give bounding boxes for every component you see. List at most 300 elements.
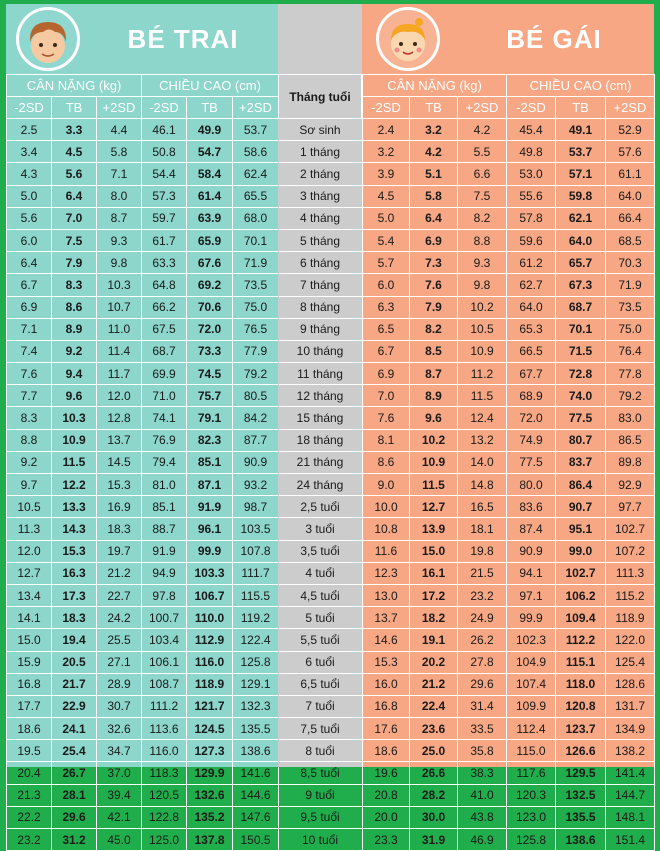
table-cell: 65.7 bbox=[556, 252, 606, 274]
table-cell: 46.9 bbox=[458, 829, 507, 851]
girl-weight-tb: TB bbox=[410, 97, 458, 119]
table-cell: 135.5 bbox=[556, 806, 606, 828]
table-cell: 6.9 bbox=[410, 229, 458, 251]
table-cell: 33.5 bbox=[458, 718, 507, 740]
table-cell: 64.0 bbox=[556, 229, 606, 251]
table-cell: 119.2 bbox=[233, 607, 279, 629]
table-cell: 14.3 bbox=[52, 518, 97, 540]
table-cell: 30.7 bbox=[97, 695, 142, 717]
table-cell: 34.7 bbox=[97, 740, 142, 762]
table-row bbox=[279, 762, 362, 784]
table-cell: 106.2 bbox=[556, 584, 606, 606]
age-cell: 3 tuổi bbox=[279, 518, 362, 540]
table-row bbox=[7, 340, 279, 362]
table-cell: 49.8 bbox=[507, 141, 556, 163]
table-cell: 85.1 bbox=[187, 451, 233, 473]
table-row bbox=[363, 318, 655, 340]
table-row bbox=[7, 385, 279, 407]
table-row bbox=[363, 651, 655, 673]
table-cell: 8.8 bbox=[458, 229, 507, 251]
table-row bbox=[279, 740, 362, 762]
table-cell: 12.2 bbox=[52, 474, 97, 496]
table-cell: 5.0 bbox=[363, 207, 410, 229]
table-cell: 107.2 bbox=[606, 540, 655, 562]
age-header: Tháng tuổi bbox=[279, 75, 362, 119]
table-row bbox=[363, 474, 655, 496]
table-cell: 53.7 bbox=[556, 141, 606, 163]
table-cell: 30.0 bbox=[410, 806, 458, 828]
age-cell: 24 tháng bbox=[279, 474, 362, 496]
table-cell: 5.4 bbox=[363, 229, 410, 251]
table-cell: 68.7 bbox=[142, 340, 187, 362]
table-cell: 3.2 bbox=[363, 141, 410, 163]
table-row bbox=[363, 185, 655, 207]
age-cell: 4 tháng bbox=[279, 207, 362, 229]
table-cell: 103.5 bbox=[233, 518, 279, 540]
table-row bbox=[363, 762, 655, 784]
table-cell: 92.9 bbox=[606, 474, 655, 496]
table-cell: 6.4 bbox=[410, 207, 458, 229]
table-cell: 132.5 bbox=[556, 784, 606, 806]
table-cell: 104.9 bbox=[507, 651, 556, 673]
table-cell: 20.8 bbox=[363, 784, 410, 806]
table-cell: 129.9 bbox=[187, 762, 233, 784]
table-cell: 67.5 bbox=[142, 318, 187, 340]
age-cell: 5,5 tuổi bbox=[279, 629, 362, 651]
table-cell: 137.8 bbox=[187, 829, 233, 851]
age-cell: 3 tháng bbox=[279, 185, 362, 207]
girl-title: BÉ GÁI bbox=[506, 23, 602, 54]
table-cell: 97.1 bbox=[507, 584, 556, 606]
table-row bbox=[7, 562, 279, 584]
table-cell: 59.7 bbox=[142, 207, 187, 229]
age-cell: 7 tháng bbox=[279, 274, 362, 296]
table-cell: 14.1 bbox=[7, 607, 52, 629]
table-cell: 22.2 bbox=[7, 806, 52, 828]
age-cell: 6 tuổi bbox=[279, 651, 362, 673]
age-cell: 10 tuổi bbox=[279, 829, 362, 851]
table-cell: 23.3 bbox=[363, 829, 410, 851]
table-cell: 81.0 bbox=[142, 474, 187, 496]
table-cell: 97.8 bbox=[142, 584, 187, 606]
table-cell: 4.5 bbox=[363, 185, 410, 207]
table-cell: 16.8 bbox=[7, 673, 52, 695]
table-cell: 8.6 bbox=[52, 296, 97, 318]
table-cell: 76.4 bbox=[606, 340, 655, 362]
table-cell: 120.8 bbox=[556, 695, 606, 717]
table-cell: 115.1 bbox=[556, 651, 606, 673]
table-row bbox=[279, 340, 362, 362]
table-cell: 102.7 bbox=[556, 562, 606, 584]
table-row bbox=[279, 829, 362, 851]
table-cell: 5.0 bbox=[7, 185, 52, 207]
table-cell: 53.7 bbox=[233, 119, 279, 141]
table-cell: 43.8 bbox=[458, 806, 507, 828]
table-cell: 10.9 bbox=[458, 340, 507, 362]
table-cell: 49.9 bbox=[187, 119, 233, 141]
table-cell: 11.5 bbox=[458, 385, 507, 407]
table-cell: 16.1 bbox=[410, 562, 458, 584]
table-cell: 13.0 bbox=[363, 584, 410, 606]
table-cell: 13.4 bbox=[7, 584, 52, 606]
table-cell: 148.1 bbox=[606, 806, 655, 828]
table-cell: 28.2 bbox=[410, 784, 458, 806]
table-cell: 66.2 bbox=[142, 296, 187, 318]
table-cell: 102.7 bbox=[606, 518, 655, 540]
girl-face-icon bbox=[379, 10, 437, 68]
table-cell: 111.2 bbox=[142, 695, 187, 717]
table-row bbox=[363, 562, 655, 584]
table-row bbox=[279, 718, 362, 740]
table-row bbox=[279, 385, 362, 407]
table-cell: 64.0 bbox=[507, 296, 556, 318]
table-cell: 77.5 bbox=[556, 407, 606, 429]
table-cell: 2.4 bbox=[363, 119, 410, 141]
table-row bbox=[363, 584, 655, 606]
table-cell: 63.9 bbox=[187, 207, 233, 229]
table-row bbox=[7, 496, 279, 518]
table-row bbox=[363, 119, 655, 141]
table-cell: 12.0 bbox=[7, 540, 52, 562]
table-cell: 88.7 bbox=[142, 518, 187, 540]
table-cell: 8.2 bbox=[410, 318, 458, 340]
table-cell: 57.8 bbox=[507, 207, 556, 229]
table-cell: 100.7 bbox=[142, 607, 187, 629]
table-cell: 5.6 bbox=[7, 207, 52, 229]
table-cell: 12.3 bbox=[363, 562, 410, 584]
boy-weight-tb: TB bbox=[52, 97, 97, 119]
table-cell: 87.4 bbox=[507, 518, 556, 540]
table-row bbox=[7, 829, 279, 851]
table-cell: 4.2 bbox=[410, 141, 458, 163]
table-row bbox=[7, 407, 279, 429]
table-cell: 13.2 bbox=[458, 429, 507, 451]
table-cell: 7.7 bbox=[7, 385, 52, 407]
table-cell: 15.3 bbox=[52, 540, 97, 562]
table-cell: 54.4 bbox=[142, 163, 187, 185]
table-row bbox=[7, 673, 279, 695]
table-row bbox=[7, 695, 279, 717]
girl-height-header: CHIỀU CAO (cm) bbox=[507, 75, 655, 97]
table-cell: 4.5 bbox=[52, 141, 97, 163]
table-row bbox=[7, 207, 279, 229]
table-cell: 15.3 bbox=[97, 474, 142, 496]
table-cell: 75.0 bbox=[606, 318, 655, 340]
table-cell: 89.8 bbox=[606, 451, 655, 473]
table-cell: 122.0 bbox=[606, 629, 655, 651]
table-row bbox=[363, 451, 655, 473]
table-cell: 10.5 bbox=[458, 318, 507, 340]
table-cell: 42.1 bbox=[97, 806, 142, 828]
table-cell: 116.0 bbox=[187, 651, 233, 673]
table-cell: 151.4 bbox=[606, 829, 655, 851]
table-cell: 9.6 bbox=[410, 407, 458, 429]
table-cell: 18.1 bbox=[458, 518, 507, 540]
table-cell: 135.2 bbox=[187, 806, 233, 828]
table-cell: 7.0 bbox=[52, 207, 97, 229]
table-cell: 71.9 bbox=[606, 274, 655, 296]
table-cell: 115.5 bbox=[233, 584, 279, 606]
table-cell: 16.0 bbox=[363, 673, 410, 695]
table-cell: 5.1 bbox=[410, 163, 458, 185]
table-cell: 41.0 bbox=[458, 784, 507, 806]
table-row bbox=[7, 762, 279, 784]
table-cell: 17.3 bbox=[52, 584, 97, 606]
table-cell: 74.9 bbox=[507, 429, 556, 451]
table-cell: 10.9 bbox=[410, 451, 458, 473]
table-row bbox=[363, 496, 655, 518]
table-cell: 8.7 bbox=[97, 207, 142, 229]
table-cell: 65.5 bbox=[233, 185, 279, 207]
table-cell: 19.6 bbox=[363, 762, 410, 784]
table-cell: 82.3 bbox=[187, 429, 233, 451]
girl-height-minus2sd: -2SD bbox=[507, 97, 556, 119]
table-row bbox=[279, 363, 362, 385]
table-cell: 80.0 bbox=[507, 474, 556, 496]
table-row bbox=[7, 784, 279, 806]
table-cell: 63.3 bbox=[142, 252, 187, 274]
table-cell: 7.6 bbox=[7, 363, 52, 385]
table-cell: 83.7 bbox=[556, 451, 606, 473]
table-cell: 124.5 bbox=[187, 718, 233, 740]
table-cell: 85.1 bbox=[142, 496, 187, 518]
table-cell: 10.3 bbox=[97, 274, 142, 296]
table-row bbox=[7, 806, 279, 828]
table-cell: 111.3 bbox=[606, 562, 655, 584]
table-cell: 62.1 bbox=[556, 207, 606, 229]
table-cell: 20.2 bbox=[410, 651, 458, 673]
table-row bbox=[7, 163, 279, 185]
table-row bbox=[363, 163, 655, 185]
table-cell: 29.6 bbox=[52, 806, 97, 828]
table-cell: 3.4 bbox=[7, 141, 52, 163]
table-cell: 79.2 bbox=[606, 385, 655, 407]
table-cell: 68.9 bbox=[507, 385, 556, 407]
table-cell: 138.2 bbox=[606, 740, 655, 762]
table-cell: 16.3 bbox=[52, 562, 97, 584]
table-cell: 122.4 bbox=[233, 629, 279, 651]
table-cell: 62.7 bbox=[507, 274, 556, 296]
table-cell: 58.6 bbox=[233, 141, 279, 163]
table-cell: 108.7 bbox=[142, 673, 187, 695]
table-row bbox=[279, 163, 362, 185]
table-cell: 14.8 bbox=[458, 474, 507, 496]
table-cell: 90.9 bbox=[507, 540, 556, 562]
table-cell: 118.9 bbox=[187, 673, 233, 695]
table-row bbox=[363, 629, 655, 651]
table-cell: 96.1 bbox=[187, 518, 233, 540]
table-cell: 138.6 bbox=[233, 740, 279, 762]
table-row bbox=[279, 141, 362, 163]
table-cell: 22.4 bbox=[410, 695, 458, 717]
table-cell: 13.7 bbox=[97, 429, 142, 451]
table-cell: 73.3 bbox=[187, 340, 233, 362]
table-cell: 99.9 bbox=[507, 607, 556, 629]
table-cell: 6.4 bbox=[7, 252, 52, 274]
table-cell: 6.0 bbox=[7, 229, 52, 251]
table-cell: 80.7 bbox=[556, 429, 606, 451]
age-cell: Sơ sinh bbox=[279, 119, 362, 141]
table-cell: 6.6 bbox=[458, 163, 507, 185]
girl-weight-minus2sd: -2SD bbox=[363, 97, 410, 119]
table-cell: 138.6 bbox=[556, 829, 606, 851]
table-cell: 11.2 bbox=[458, 363, 507, 385]
table-cell: 75.0 bbox=[233, 296, 279, 318]
table-cell: 10.2 bbox=[458, 296, 507, 318]
table-row bbox=[363, 296, 655, 318]
age-cell: 8 tuổi bbox=[279, 740, 362, 762]
table-cell: 106.7 bbox=[187, 584, 233, 606]
table-cell: 26.2 bbox=[458, 629, 507, 651]
table-cell: 126.6 bbox=[556, 740, 606, 762]
table-row bbox=[7, 474, 279, 496]
age-cell: 11 tháng bbox=[279, 363, 362, 385]
table-cell: 71.5 bbox=[556, 340, 606, 362]
table-cell: 23.2 bbox=[7, 829, 52, 851]
table-row bbox=[279, 629, 362, 651]
table-row bbox=[279, 429, 362, 451]
table-cell: 21.3 bbox=[7, 784, 52, 806]
table-cell: 69.2 bbox=[187, 274, 233, 296]
table-cell: 68.7 bbox=[556, 296, 606, 318]
girl-table bbox=[362, 74, 655, 851]
boy-avatar bbox=[16, 7, 80, 71]
table-cell: 17.2 bbox=[410, 584, 458, 606]
table-cell: 49.1 bbox=[556, 119, 606, 141]
table-cell: 61.4 bbox=[187, 185, 233, 207]
table-cell: 8.5 bbox=[410, 340, 458, 362]
table-cell: 70.6 bbox=[187, 296, 233, 318]
table-cell: 5.8 bbox=[97, 141, 142, 163]
table-cell: 73.5 bbox=[233, 274, 279, 296]
table-cell: 93.2 bbox=[233, 474, 279, 496]
table-row bbox=[279, 451, 362, 473]
table-cell: 8.1 bbox=[363, 429, 410, 451]
table-cell: 62.4 bbox=[233, 163, 279, 185]
table-cell: 3.9 bbox=[363, 163, 410, 185]
table-cell: 55.6 bbox=[507, 185, 556, 207]
table-cell: 59.8 bbox=[556, 185, 606, 207]
table-cell: 71.0 bbox=[142, 385, 187, 407]
table-row bbox=[363, 806, 655, 828]
table-cell: 17.6 bbox=[363, 718, 410, 740]
age-cell: 12 tháng bbox=[279, 385, 362, 407]
table-row bbox=[279, 274, 362, 296]
girl-height-tb: TB bbox=[556, 97, 606, 119]
table-row bbox=[363, 340, 655, 362]
table-cell: 57.1 bbox=[556, 163, 606, 185]
table-cell: 125.4 bbox=[606, 651, 655, 673]
table-cell: 28.9 bbox=[97, 673, 142, 695]
table-cell: 16.9 bbox=[97, 496, 142, 518]
table-row bbox=[279, 119, 362, 141]
table-row bbox=[7, 540, 279, 562]
table-row bbox=[279, 229, 362, 251]
table-row bbox=[7, 318, 279, 340]
table-cell: 97.7 bbox=[606, 496, 655, 518]
table-cell: 121.7 bbox=[187, 695, 233, 717]
table-cell: 111.7 bbox=[233, 562, 279, 584]
table-cell: 84.2 bbox=[233, 407, 279, 429]
table-cell: 64.8 bbox=[142, 274, 187, 296]
table-cell: 23.2 bbox=[458, 584, 507, 606]
table-cell: 11.7 bbox=[97, 363, 142, 385]
table-cell: 129.5 bbox=[556, 762, 606, 784]
boy-title: BÉ TRAI bbox=[127, 23, 239, 54]
table-cell: 22.7 bbox=[97, 584, 142, 606]
table-cell: 10.8 bbox=[363, 518, 410, 540]
table-cell: 107.4 bbox=[507, 673, 556, 695]
table-cell: 11.5 bbox=[410, 474, 458, 496]
table-row bbox=[279, 518, 362, 540]
table-row bbox=[279, 806, 362, 828]
table-cell: 4.2 bbox=[458, 119, 507, 141]
age-cell: 8,5 tuổi bbox=[279, 762, 362, 784]
table-cell: 68.5 bbox=[606, 229, 655, 251]
age-cell: 7,5 tuổi bbox=[279, 718, 362, 740]
table-cell: 19.1 bbox=[410, 629, 458, 651]
table-cell: 19.7 bbox=[97, 540, 142, 562]
table-cell: 21.2 bbox=[97, 562, 142, 584]
table-cell: 5.6 bbox=[52, 163, 97, 185]
table-row bbox=[7, 429, 279, 451]
table-cell: 6.3 bbox=[363, 296, 410, 318]
table-cell: 5.5 bbox=[458, 141, 507, 163]
table-cell: 141.6 bbox=[233, 762, 279, 784]
table-cell: 118.0 bbox=[556, 673, 606, 695]
table-cell: 7.5 bbox=[52, 229, 97, 251]
table-cell: 15.0 bbox=[410, 540, 458, 562]
boy-face-icon bbox=[19, 10, 77, 68]
table-row bbox=[7, 119, 279, 141]
table-row bbox=[363, 829, 655, 851]
table-row bbox=[363, 518, 655, 540]
table-cell: 95.1 bbox=[556, 518, 606, 540]
table-cell: 21.2 bbox=[410, 673, 458, 695]
table-cell: 10.0 bbox=[363, 496, 410, 518]
table-cell: 27.1 bbox=[97, 651, 142, 673]
table-row bbox=[279, 185, 362, 207]
table-cell: 10.2 bbox=[410, 429, 458, 451]
girl-weight-plus2sd: +2SD bbox=[458, 97, 507, 119]
table-cell: 10.7 bbox=[97, 296, 142, 318]
growth-chart bbox=[6, 4, 654, 847]
table-cell: 59.6 bbox=[507, 229, 556, 251]
table-cell: 9.8 bbox=[458, 274, 507, 296]
table-row bbox=[363, 274, 655, 296]
table-cell: 79.2 bbox=[233, 363, 279, 385]
table-row bbox=[279, 474, 362, 496]
table-cell: 14.5 bbox=[97, 451, 142, 473]
table-cell: 35.8 bbox=[458, 740, 507, 762]
table-cell: 58.4 bbox=[187, 163, 233, 185]
table-cell: 109.9 bbox=[507, 695, 556, 717]
table-cell: 87.1 bbox=[187, 474, 233, 496]
age-cell: 1 tháng bbox=[279, 141, 362, 163]
table-cell: 70.3 bbox=[606, 252, 655, 274]
table-cell: 11.4 bbox=[97, 340, 142, 362]
table-cell: 73.5 bbox=[606, 296, 655, 318]
table-cell: 8.2 bbox=[458, 207, 507, 229]
table-cell: 107.8 bbox=[233, 540, 279, 562]
table-cell: 7.0 bbox=[363, 385, 410, 407]
table-row bbox=[363, 695, 655, 717]
age-cell: 18 tháng bbox=[279, 429, 362, 451]
table-cell: 24.9 bbox=[458, 607, 507, 629]
table-cell: 61.7 bbox=[142, 229, 187, 251]
table-cell: 106.1 bbox=[142, 651, 187, 673]
table-cell: 37.0 bbox=[97, 762, 142, 784]
